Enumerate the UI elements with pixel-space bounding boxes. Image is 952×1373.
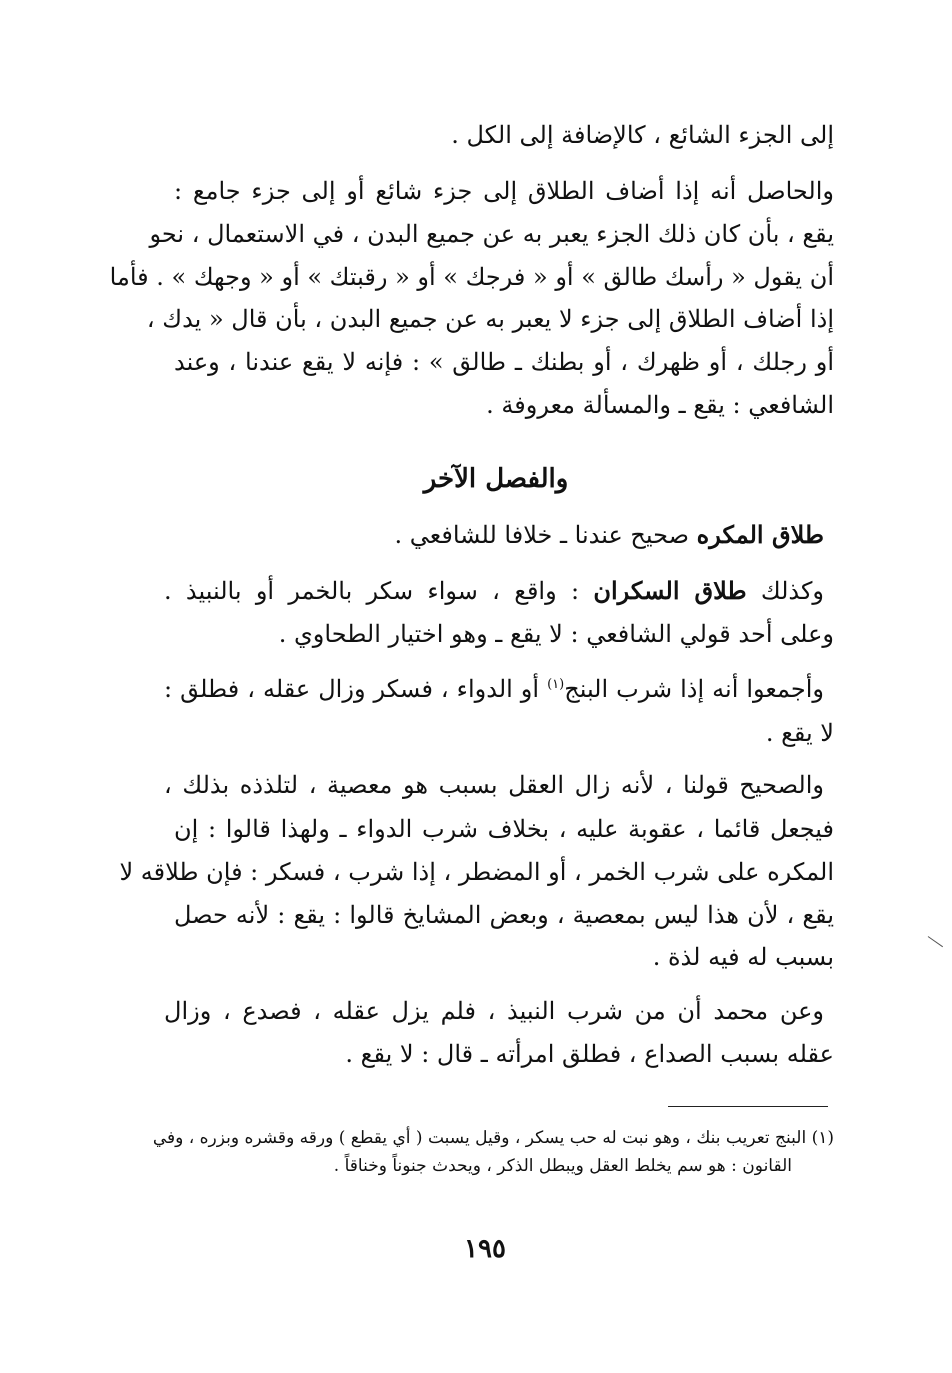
footnote-line: القانون : هو سم يخلط العقل ويبطل الذكر ، ويحدث جنوناً وخناقاً . xyxy=(333,1156,792,1176)
bold-term: طلاق السكران xyxy=(593,576,747,605)
paragraph-line: لا يقع . xyxy=(765,719,834,747)
paragraph-line: المكره على شرب الخمر ، أو المضطر ، إذا شرب ، فسكر : فإن طلاقه لا xyxy=(119,858,834,886)
footnote-reference: (١) xyxy=(547,677,565,692)
paragraph-text: وكذلك xyxy=(746,577,825,605)
paragraph-line xyxy=(164,574,824,608)
paragraph-text: أو الدواء ، فسكر وزال عقله ، فطلق : xyxy=(164,675,548,703)
section-heading: والفصل الآخر xyxy=(423,464,569,494)
paragraph-line: والحاصل أنه إذا أضاف الطلاق إلى جزء شائع أو إلى جزء جامع : xyxy=(174,177,834,205)
paragraph-line: وعن محمد أن من شرب النبيذ ، فلم يزل عقله ، فصدع ، وزال xyxy=(164,997,824,1025)
paragraph-line: الشافعي : يقع ـ والمسألة معروفة . xyxy=(486,391,834,419)
paragraph-line: إلى الجزء الشائع ، كالإضافة إلى الكل . xyxy=(451,121,834,149)
footnote-separator xyxy=(668,1106,828,1107)
page-number: ١٩٥ xyxy=(464,1234,506,1264)
paragraph-line: أن يقول « رأسك طالق » أو « فرجك » أو « رقبتك » أو « وجهك » . فأما xyxy=(109,263,834,291)
paragraph-line: عقله بسبب الصداع ، فطلق امرأته ـ قال : لا يقع . xyxy=(345,1040,834,1068)
scan-artifact xyxy=(928,936,943,947)
paragraph-line: أو رجلك ، أو ظهرك ، أو بطنك ـ طالق » : فإنه لا يقع عندنا ، وعند xyxy=(174,348,834,376)
paragraph-text: صحيح عندنا ـ خلافا للشافعي . xyxy=(394,521,697,549)
paragraph-line xyxy=(164,672,824,706)
footnote-line: (١) البنج تعريب بنك ، وهو نبت له حب يسكر ، وقيل يسبت ( أي يقطع ) ورقه وقشره وبزره ، وفي xyxy=(152,1128,834,1148)
paragraph-line: والصحيح قولنا ، لأنه زال العقل بسبب هو معصية ، لتلذذه بذلك ، xyxy=(164,771,824,799)
paragraph-line: يقع ، لأن هذا ليس بمعصية ، وبعض المشايخ قالوا : يقع : لأنه حصل xyxy=(174,901,834,929)
paragraph-line: بسبب له فيه لذة . xyxy=(652,943,834,971)
paragraph-line: فيجعل قائما ، عقوبة عليه ، بخلاف شرب الدواء ـ ولهذا قالوا : إن xyxy=(174,815,834,843)
paragraph-line: يقع ، بأن كان ذلك الجزء يعبر به عن جميع البدن ، في الاستعمال ، نحو xyxy=(149,220,834,248)
paragraph-line xyxy=(164,518,824,552)
paragraph-text: : واقع ، سواء سكر بالخمر أو بالنبيذ . xyxy=(164,577,594,605)
bold-term: طلاق المكره xyxy=(696,520,824,549)
paragraph-text: وأجمعوا أنه إذا شرب البنج xyxy=(564,675,824,703)
paragraph-line: إذا أضاف الطلاق إلى جزء لا يعبر به عن جميع البدن ، بأن قال « يدك ، xyxy=(146,305,834,333)
paragraph-line: وعلى أحد قولي الشافعي : لا يقع ـ وهو اختيار الطحاوي . xyxy=(278,620,834,648)
